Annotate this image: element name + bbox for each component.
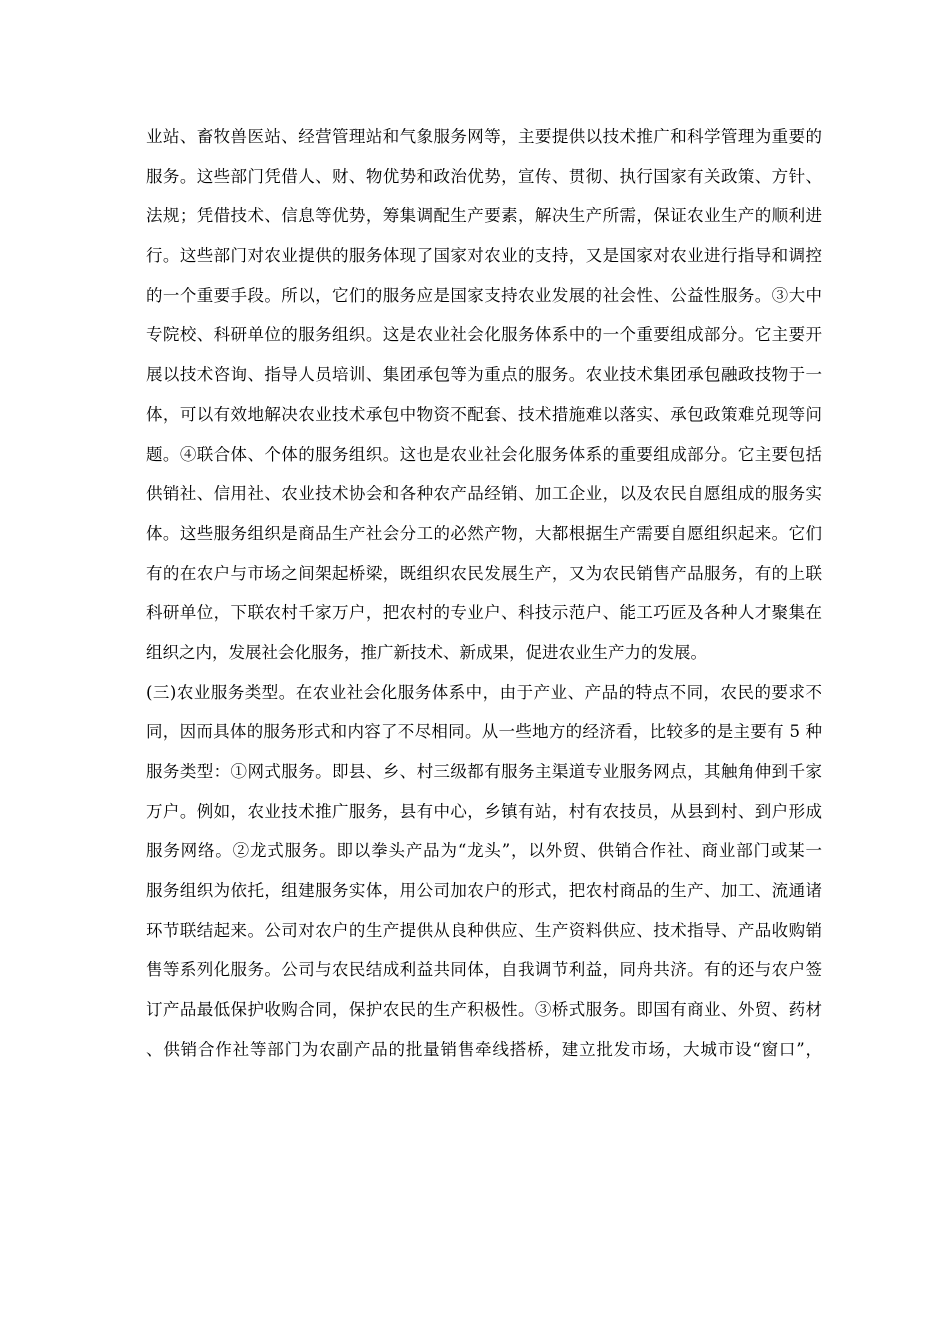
text-line: 专院校、科研单位的服务组织。这是农业社会化服务体系中的一个重要组成部分。它主要开 xyxy=(146,325,822,345)
text-line: 的一个重要手段。所以，它们的服务应是国家支持农业发展的社会性、公益性服务。③大中 xyxy=(146,285,822,305)
text-line: 服务网络。②龙式服务。即以拳头产品为“龙头”，以外贸、供销合作社、商业部门或某一 xyxy=(146,841,822,861)
text-line: 科研单位，下联农村千家万户，把农村的专业户、科技示范户、能工巧匠及各种人才聚集在 xyxy=(146,603,822,623)
text-line: 环节联结起来。公司对农户的生产提供从良种供应、生产资料供应、技术指导、产品收购销 xyxy=(146,920,822,940)
text-line: 展以技术咨询、指导人员培训、集团承包等为重点的服务。农业技术集团承包融政技物于一 xyxy=(146,365,822,385)
text-line: 题。④联合体、个体的服务组织。这也是农业社会化服务体系的重要组成部分。它主要包括 xyxy=(146,444,822,464)
text-line: 服务类型：①网式服务。即县、乡、村三级都有服务主渠道专业服务网点，其触角伸到千家 xyxy=(146,762,822,781)
section-heading-line: (三)农业服务类型。在农业社会化服务体系中，由于产业、产品的特点不同，农民的要求不 xyxy=(146,682,822,702)
text-line: 同，因而具体的服务形式和内容了不尽相同。从一些地方的经济看，比较多的是主要有 5 种 xyxy=(146,722,822,742)
body-text xyxy=(146,117,822,1070)
text-line: 服务组织为依托，组建服务实体，用公司加农户的形式，把农村商品的生产、加工、流通诸 xyxy=(146,881,822,901)
text-line: 供销社、信用社、农业技术协会和各种农产品经销、加工企业，以及农民自愿组成的服务实 xyxy=(146,484,822,504)
text-line: 售等系列化服务。公司与农民结成利益共同体，自我调节利益，同舟共济。有的还与农户签 xyxy=(146,960,822,980)
text-line: 体，可以有效地解决农业技术承包中物资不配套、技术措施难以落实、承包政策难兑现等问 xyxy=(146,404,822,424)
text-line: 行。这些部门对农业提供的服务体现了国家对农业的支持，又是国家对农业进行指导和调控 xyxy=(146,246,822,266)
text-line: 业站、畜牧兽医站、经营管理站和气象服务网等，主要提供以技术推广和科学管理为重要的 xyxy=(146,127,822,146)
text-line: 有的在农户与市场之间架起桥梁，既组织农民发展生产，又为农民销售产品服务，有的上联 xyxy=(146,563,822,583)
paragraph-end-line: 组织之内，发展社会化服务，推广新技术、新成果，促进农业生产力的发展。 xyxy=(146,642,707,662)
text-line: 服务。这些部门凭借人、财、物优势和政治优势，宣传、贯彻、执行国家有关政策、方针、 xyxy=(146,166,822,186)
text-line: 体。这些服务组织是商品生产社会分工的必然产物，大都根据生产需要自愿组织起来。它们 xyxy=(146,523,822,543)
text-line: 、供销合作社等部门为农副产品的批量销售牵线搭桥，建立批发市场，大城市设“窗口”， xyxy=(146,1039,822,1059)
text-line: 万户。例如，农业技术推广服务，县有中心，乡镇有站，村有农技员，从县到村、到户形成 xyxy=(146,801,822,821)
text-line: 法规；凭借技术、信息等优势，筹集调配生产要素，解决生产所需，保证农业生产的顺利进 xyxy=(146,206,822,226)
text-line: 订产品最低保护收购合同，保护农民的生产积极性。③桥式服务。即国有商业、外贸、药材 xyxy=(146,1000,822,1020)
